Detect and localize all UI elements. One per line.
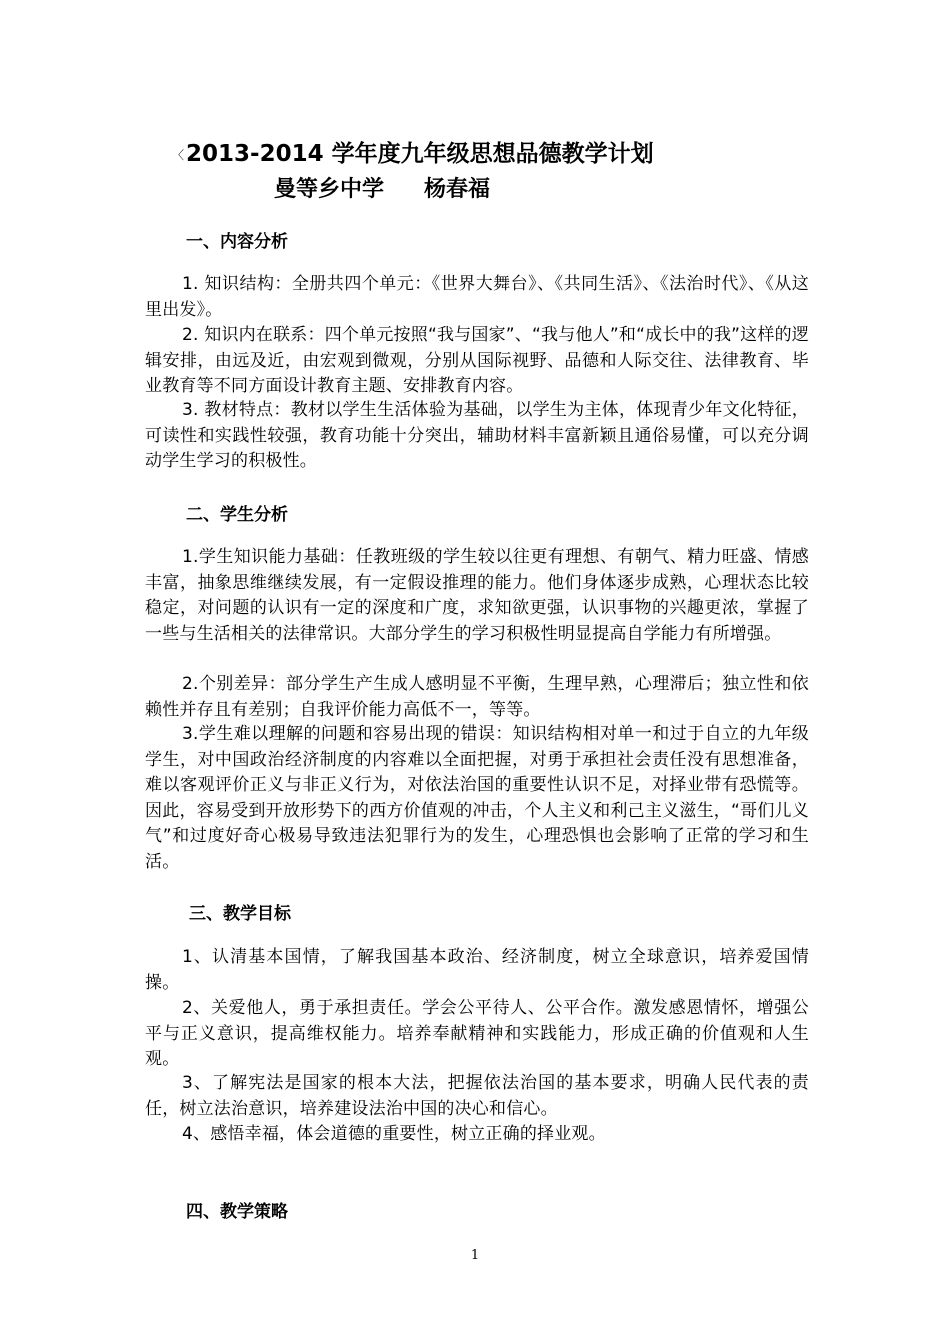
author-name: 杨春福	[424, 177, 491, 202]
title-text: 2013-2014 学年度九年级思想品德教学计划	[186, 141, 654, 167]
document-subtitle	[274, 172, 490, 203]
section-heading-teaching-strategy: 四、教学策略	[186, 1202, 288, 1222]
school-name: 曼等乡中学	[274, 177, 385, 202]
paragraph: 1、认清基本国情，了解我国基本政治、经济制度，树立全球意识，培养爱国情操。	[145, 947, 809, 993]
title-mark: 〈	[172, 148, 185, 162]
paragraph: 2.个别差异：部分学生产生成人感明显不平衡，生理早熟，心理滞后；独立性和依赖性并存且有差别；自我评价能力高低不一，等等。	[145, 674, 809, 720]
paragraph: 1. 知识结构：全册共四个单元：《世界大舞台》、《共同生活》、《法治时代》、《从这里出发》。	[145, 274, 809, 320]
section-heading-teaching-goals: 三、教学目标	[189, 904, 291, 924]
paragraph: 2. 知识内在联系：四个单元按照“我与国家”、“我与他人”和“成长中的我”这样的逻辑安排，由远及近，由宏观到微观，分别从国际视野、品德和人际交往、法律教育、毕业教育等不同方面设计教育主题、安排教育内容。	[145, 325, 809, 396]
paragraph: 3.学生难以理解的问题和容易出现的错误：知识结构相对单一和过于自立的九年级学生，对中国政治经济制度的内容难以全面把握，对勇于承担社会责任没有思想准备，难以客观评价正义与非正义行为，对依法治国的重要性认识不足，对择业带有恐慌等。因此，容易受到开放形势下的西方价值观的冲击，个人主义和利己主义滋生，“哥们儿义气”和过度好奇心极易导致违法犯罪行为的发生，心理恐惧也会影响了正常的学习和生活。	[145, 724, 809, 872]
paragraph: 4、感悟幸福，体会道德的重要性，树立正确的择业观。	[182, 1124, 606, 1144]
section-heading-content-analysis: 一、内容分析	[186, 232, 288, 252]
page-number: 1	[470, 1248, 480, 1263]
paragraph: 1.学生知识能力基础：任教班级的学生较以往更有理想、有朝气、精力旺盛、情感丰富，抽象思维继续发展，有一定假设推理的能力。他们身体逐步成熟，心理状态比较稳定，对问题的认识有一定的深度和广度，求知欲更强，认识事物的兴趣更浓，掌握了一些与生活相关的法律常识。大部分学生的学习积极性明显提高自学能力有所增强。	[145, 547, 809, 644]
paragraph: 3. 教材特点：教材以学生生活体验为基础，以学生为主体，体现青少年文化特征，可读性和实践性较强，教育功能十分突出，辅助材料丰富新颖且通俗易懂，可以充分调动学生学习的积极性。	[145, 400, 809, 471]
paragraph: 2、关爱他人，勇于承担责任。学会公平待人、公平合作。激发感恩情怀，增强公平与正义意识，提高维权能力。培养奉献精神和实践能力，形成正确的价值观和人生观。	[145, 998, 809, 1069]
section-heading-student-analysis: 二、学生分析	[186, 505, 288, 525]
paragraph: 3、了解宪法是国家的根本大法，把握依法治国的基本要求，明确人民代表的责任，树立法治意识，培养建设法治中国的决心和信心。	[145, 1073, 809, 1119]
document-title	[172, 135, 654, 168]
